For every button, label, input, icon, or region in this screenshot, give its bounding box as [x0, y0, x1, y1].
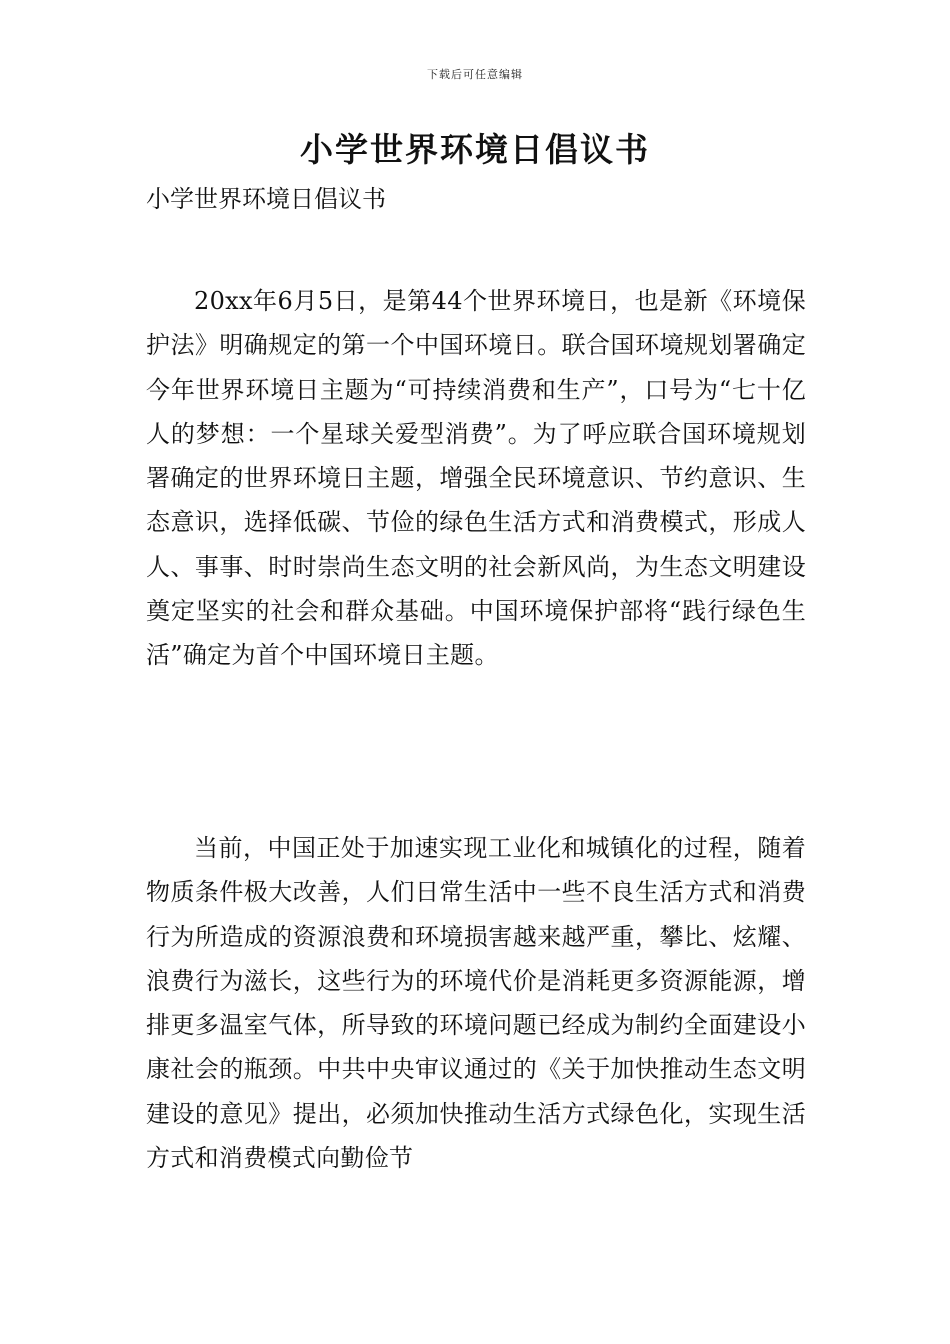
document-title: 小学世界环境日倡议书 — [300, 130, 650, 169]
document-subtitle: 小学世界环境日倡议书 — [146, 185, 386, 213]
header-note: 下载后可任意编辑 — [427, 68, 523, 81]
paragraph-2: 当前，中国正处于加速实现工业化和城镇化的过程，随着物质条件极大改善，人们日常生活中一些不良生活方式和消费行为所造成的资源浪费和环境损害越来越严重，攀比、炫耀、浪费行为滋长，这些行为的环境代价是消耗更多资源能源，增排更多温室气体，所导致的环境问题已经成为制约全面建设小康社会的瓶颈。中共中央审议通过的《关于加快推动生态文明建设的意见》提出，必须加快推动生活方式绿色化，实现生活方式和消费模式向勤俭节 — [146, 834, 806, 1173]
paragraph-1: 20xx年6月5日，是第44个世界环境日，也是新《环境保护法》明确规定的第一个中国环境日。联合国环境规划署确定今年世界环境日主题为“可持续消费和生产”，口号为“七十亿人的梦想：一个星球关爱型消费”。为了呼应联合国环境规划署确定的世界环境日主题，增强全民环境意识、节约意识、生态意识，选择低碳、节俭的绿色生活方式和消费模式，形成人人、事事、时时崇尚生态文明的社会新风尚，为生态文明建设奠定坚实的社会和群众基础。中国环境保护部将“践行绿色生活”确定为首个中国环境日主题。 — [146, 287, 806, 670]
